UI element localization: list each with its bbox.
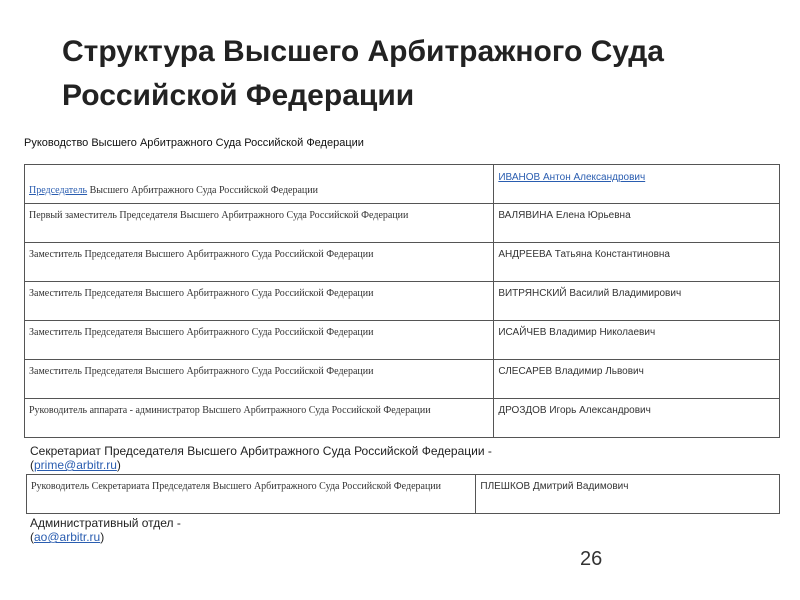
admin-dept-title: Административный отдел - [30,516,181,530]
table-row [25,243,780,282]
position-cell [25,165,494,204]
secretariat-email-line: (prime@arbitr.ru) [30,458,121,472]
position-cell: Руководитель аппарата - администратор Высшего Арбитражного Суда Российской Федерации [25,399,494,438]
table-row [25,204,780,243]
position-cell: Заместитель Председателя Высшего Арбитражного Суда Российской Федерации [25,282,494,321]
position-cell: Заместитель Председателя Высшего Арбитражного Суда Российской Федерации [25,321,494,360]
position-cell: Первый заместитель Председателя Высшего Арбитражного Суда Российской Федерации [25,204,494,243]
position-cell: Заместитель Председателя Высшего Арбитражного Суда Российской Федерации [25,360,494,399]
name-cell [494,165,780,204]
position-text: Высшего Арбитражного Суда Российской Федерации [87,185,318,196]
secretariat-table [26,474,780,514]
name-cell: ПЛЕШКОВ Дмитрий Вадимович [476,475,780,514]
table-row [25,282,780,321]
secretariat-email-link[interactable]: prime@arbitr.ru [34,458,117,472]
page-number: 26 [580,548,603,570]
name-cell: ВИТРЯНСКИЙ Василий Владимирович [494,282,780,321]
name-cell: ВАЛЯВИНА Елена Юрьевна [494,204,780,243]
position-cell: Руководитель Секретариата Председателя Высшего Арбитражного Суда Российской Федерации [27,475,476,514]
table-row [25,360,780,399]
secretariat-title: Секретариат Председателя Высшего Арбитражного Суда Российской Федерации - [30,444,492,458]
position-cell: Заместитель Председателя Высшего Арбитражного Суда Российской Федерации [25,243,494,282]
name-cell: ДРОЗДОВ Игорь Александрович [494,399,780,438]
leadership-table [24,164,780,438]
table-row [27,475,780,514]
name-cell: ИСАЙЧЕВ Владимир Николаевич [494,321,780,360]
name-cell: АНДРЕЕВА Татьяна Константиновна [494,243,780,282]
leadership-caption: Руководство Высшего Арбитражного Суда Российской Федерации [24,137,364,149]
admin-dept-email-line: (ao@arbitr.ru) [30,530,105,544]
secretariat-heading [30,444,650,472]
name-cell: СЛЕСАРЕВ Владимир Львович [494,360,780,399]
table-row [25,321,780,360]
page-title: Структура Высшего Арбитражного Суда Российской Федерации [62,35,664,112]
chairman-link[interactable]: Председатель [29,185,88,196]
admin-dept-email-link[interactable]: ao@arbitr.ru [34,530,101,544]
table-row [25,165,780,204]
chairman-name-link[interactable]: ИВАНОВ Антон Александрович [498,172,646,183]
table-row [25,399,780,438]
admin-dept-heading [30,516,430,544]
